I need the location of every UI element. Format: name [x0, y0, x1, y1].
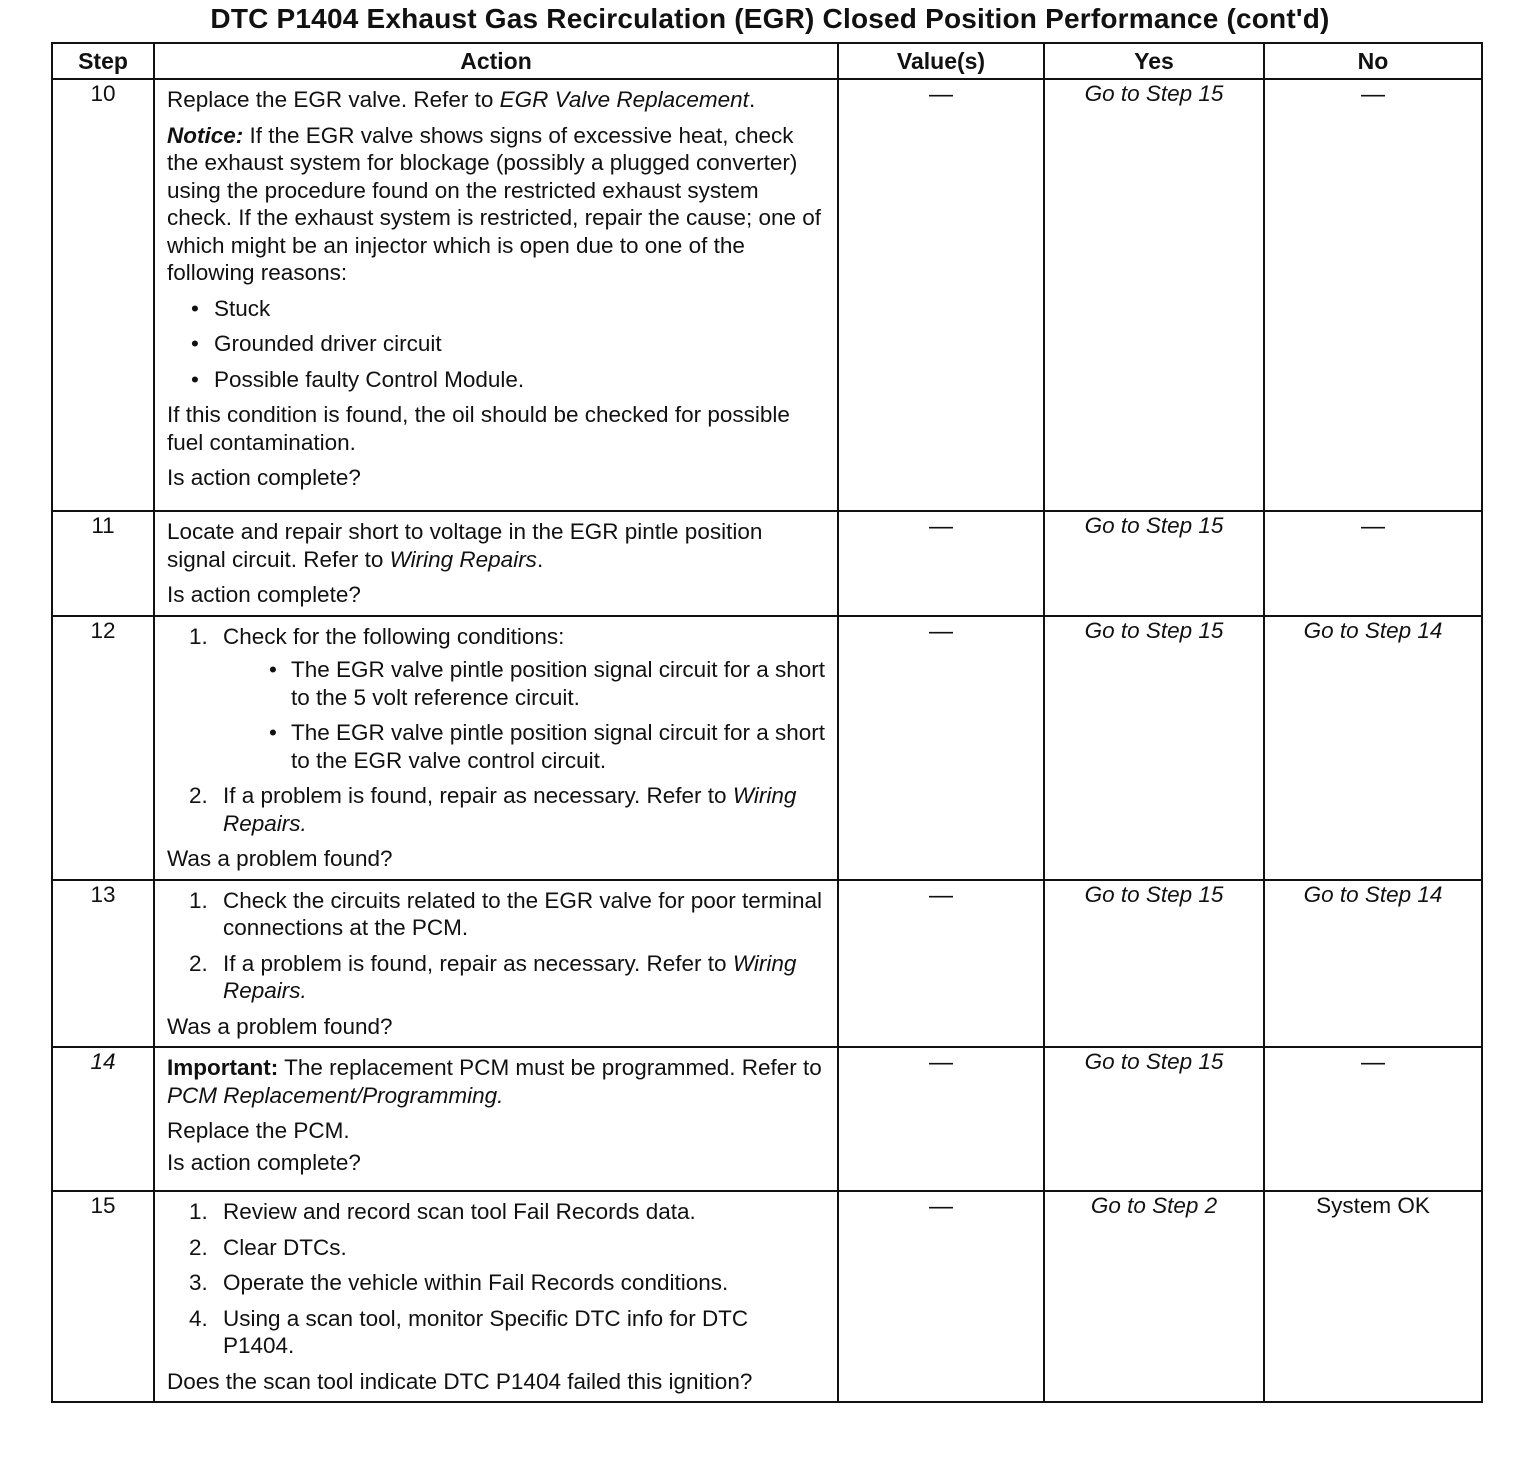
- action-cell: [154, 1047, 838, 1191]
- action-text: .: [748, 87, 756, 112]
- reference-link[interactable]: PCM Replacement/Programming.: [167, 1082, 504, 1108]
- yes-cell[interactable]: Go to Step 15: [1044, 511, 1264, 616]
- notice-paragraph: [167, 122, 825, 287]
- list-item: [167, 782, 825, 837]
- action-paragraph: [167, 518, 825, 573]
- action-paragraph: Replace the PCM.: [167, 1118, 350, 1143]
- item-number: 1.: [189, 623, 208, 649]
- value-cell: —: [838, 1191, 1044, 1402]
- item-number: 1.: [189, 1199, 208, 1224]
- condition-list: [223, 656, 825, 774]
- reference-link[interactable]: Wiring Repairs.: [223, 950, 797, 1003]
- list-item: [167, 1269, 825, 1297]
- list-item: • Grounded driver circuit: [167, 330, 825, 358]
- numbered-list: [167, 623, 825, 838]
- yes-cell[interactable]: Go to Step 15: [1044, 1047, 1264, 1191]
- action-cell: [154, 1191, 838, 1402]
- list-item: [167, 950, 825, 1005]
- step-number: 14: [52, 1047, 154, 1191]
- page-title: DTC P1404 Exhaust Gas Recirculation (EGR) Closed Position Performance (cont'd): [210, 3, 1330, 34]
- list-item: • Stuck: [167, 295, 825, 323]
- item-text: Review and record scan tool Fail Records data.: [223, 1199, 696, 1224]
- reason-list: [167, 295, 825, 394]
- list-item: [167, 623, 825, 775]
- table-row: [52, 616, 1482, 880]
- item-number: 4.: [189, 1305, 208, 1331]
- no-cell: System OK: [1264, 1191, 1482, 1402]
- yes-cell[interactable]: Go to Step 15: [1044, 79, 1264, 511]
- list-item: • The EGR valve pintle position signal circuit for a short to the EGR valve control circuit.: [223, 719, 825, 774]
- header-no: No: [1264, 43, 1482, 79]
- action-paragraph: [167, 86, 825, 114]
- item-text: Using a scan tool, monitor Specific DTC info for DTC P1404.: [223, 1305, 749, 1358]
- step-number: 12: [52, 616, 154, 880]
- table-header-row: [52, 43, 1482, 79]
- reference-link[interactable]: EGR Valve Replacement: [499, 87, 749, 112]
- action-question: Does the scan tool indicate DTC P1404 failed this ignition?: [167, 1368, 753, 1394]
- list-item: [167, 1234, 825, 1262]
- item-text: Check the circuits related to the EGR valve for poor terminal connections at the PCM.: [223, 887, 823, 940]
- value-cell: —: [838, 616, 1044, 880]
- header-action: Action: [154, 43, 838, 79]
- no-cell[interactable]: Go to Step 14: [1264, 616, 1482, 880]
- action-question: Is action complete?: [167, 1149, 361, 1175]
- table-row: [52, 1047, 1482, 1191]
- diagnostic-table: [51, 42, 1483, 1403]
- value-cell: —: [838, 1047, 1044, 1191]
- item-text: If a problem is found, repair as necessary. Refer to: [223, 950, 733, 976]
- item-number: 1.: [189, 887, 208, 913]
- action-cell: [154, 79, 838, 511]
- item-text: Clear DTCs.: [223, 1234, 347, 1260]
- item-number: 2.: [189, 783, 208, 808]
- action-paragraph: If this condition is found, the oil should be checked for possible fuel contamination.: [167, 402, 790, 455]
- notice-label: Notice:: [167, 122, 244, 148]
- item-text: Check for the following conditions:: [223, 623, 565, 649]
- numbered-list: [167, 887, 825, 1005]
- item-number: 3.: [189, 1270, 208, 1295]
- action-cell: [154, 880, 838, 1048]
- action-question: Was a problem found?: [167, 846, 393, 871]
- action-text: .: [536, 546, 544, 572]
- list-item: [167, 1198, 825, 1226]
- notice-text: If the EGR valve shows signs of excessive heat, check the exhaust system for blockage (possibly a plugged converter) using the procedure found on the restricted exhaust system check. If the exhaust system is restricted, repair the cause; one of which might be an injector which is open due to one of the following reasons:: [167, 122, 822, 285]
- reference-link[interactable]: Wiring Repairs: [389, 546, 537, 572]
- value-cell: —: [838, 79, 1044, 511]
- yes-cell[interactable]: Go to Step 15: [1044, 880, 1264, 1048]
- no-cell[interactable]: Go to Step 14: [1264, 880, 1482, 1048]
- no-cell: —: [1264, 1047, 1482, 1191]
- yes-cell[interactable]: Go to Step 15: [1044, 616, 1264, 880]
- action-question: Is action complete?: [167, 465, 361, 490]
- list-item: [167, 1305, 825, 1360]
- step-number: 10: [52, 79, 154, 511]
- action-text: Replace the EGR valve. Refer to: [167, 87, 500, 112]
- value-cell: —: [838, 511, 1044, 616]
- item-text: If a problem is found, repair as necessary. Refer to: [223, 783, 733, 808]
- item-text: Operate the vehicle within Fail Records conditions.: [223, 1270, 729, 1295]
- table-row: [52, 880, 1482, 1048]
- header-yes: Yes: [1044, 43, 1264, 79]
- action-question: Is action complete?: [167, 582, 361, 607]
- reference-link[interactable]: Wiring Repairs.: [223, 783, 797, 836]
- yes-cell[interactable]: Go to Step 2: [1044, 1191, 1264, 1402]
- important-paragraph: [167, 1054, 825, 1109]
- numbered-list: [167, 1198, 825, 1360]
- step-number: 11: [52, 511, 154, 616]
- no-cell: —: [1264, 511, 1482, 616]
- table-row: [52, 511, 1482, 616]
- list-item: • The EGR valve pintle position signal circuit for a short to the 5 volt reference circuit.: [223, 656, 825, 711]
- action-cell: [154, 511, 838, 616]
- list-item: • Possible faulty Control Module.: [167, 366, 825, 394]
- important-text: The replacement PCM must be programmed. Refer to: [278, 1055, 822, 1080]
- item-number: 2.: [189, 1234, 208, 1260]
- important-label: Important:: [167, 1055, 279, 1080]
- action-question: Was a problem found?: [167, 1013, 393, 1039]
- no-cell: —: [1264, 79, 1482, 511]
- table-row: [52, 79, 1482, 511]
- list-item: [167, 887, 825, 942]
- step-number: 15: [52, 1191, 154, 1402]
- value-cell: —: [838, 880, 1044, 1048]
- action-cell: [154, 616, 838, 880]
- table-row: [52, 1191, 1482, 1402]
- header-step: Step: [52, 43, 154, 79]
- step-number: 13: [52, 880, 154, 1048]
- header-values: Value(s): [838, 43, 1044, 79]
- action-text: Locate and repair short to voltage in the EGR pintle position signal circuit. Refer to: [167, 519, 763, 572]
- item-number: 2.: [189, 950, 208, 976]
